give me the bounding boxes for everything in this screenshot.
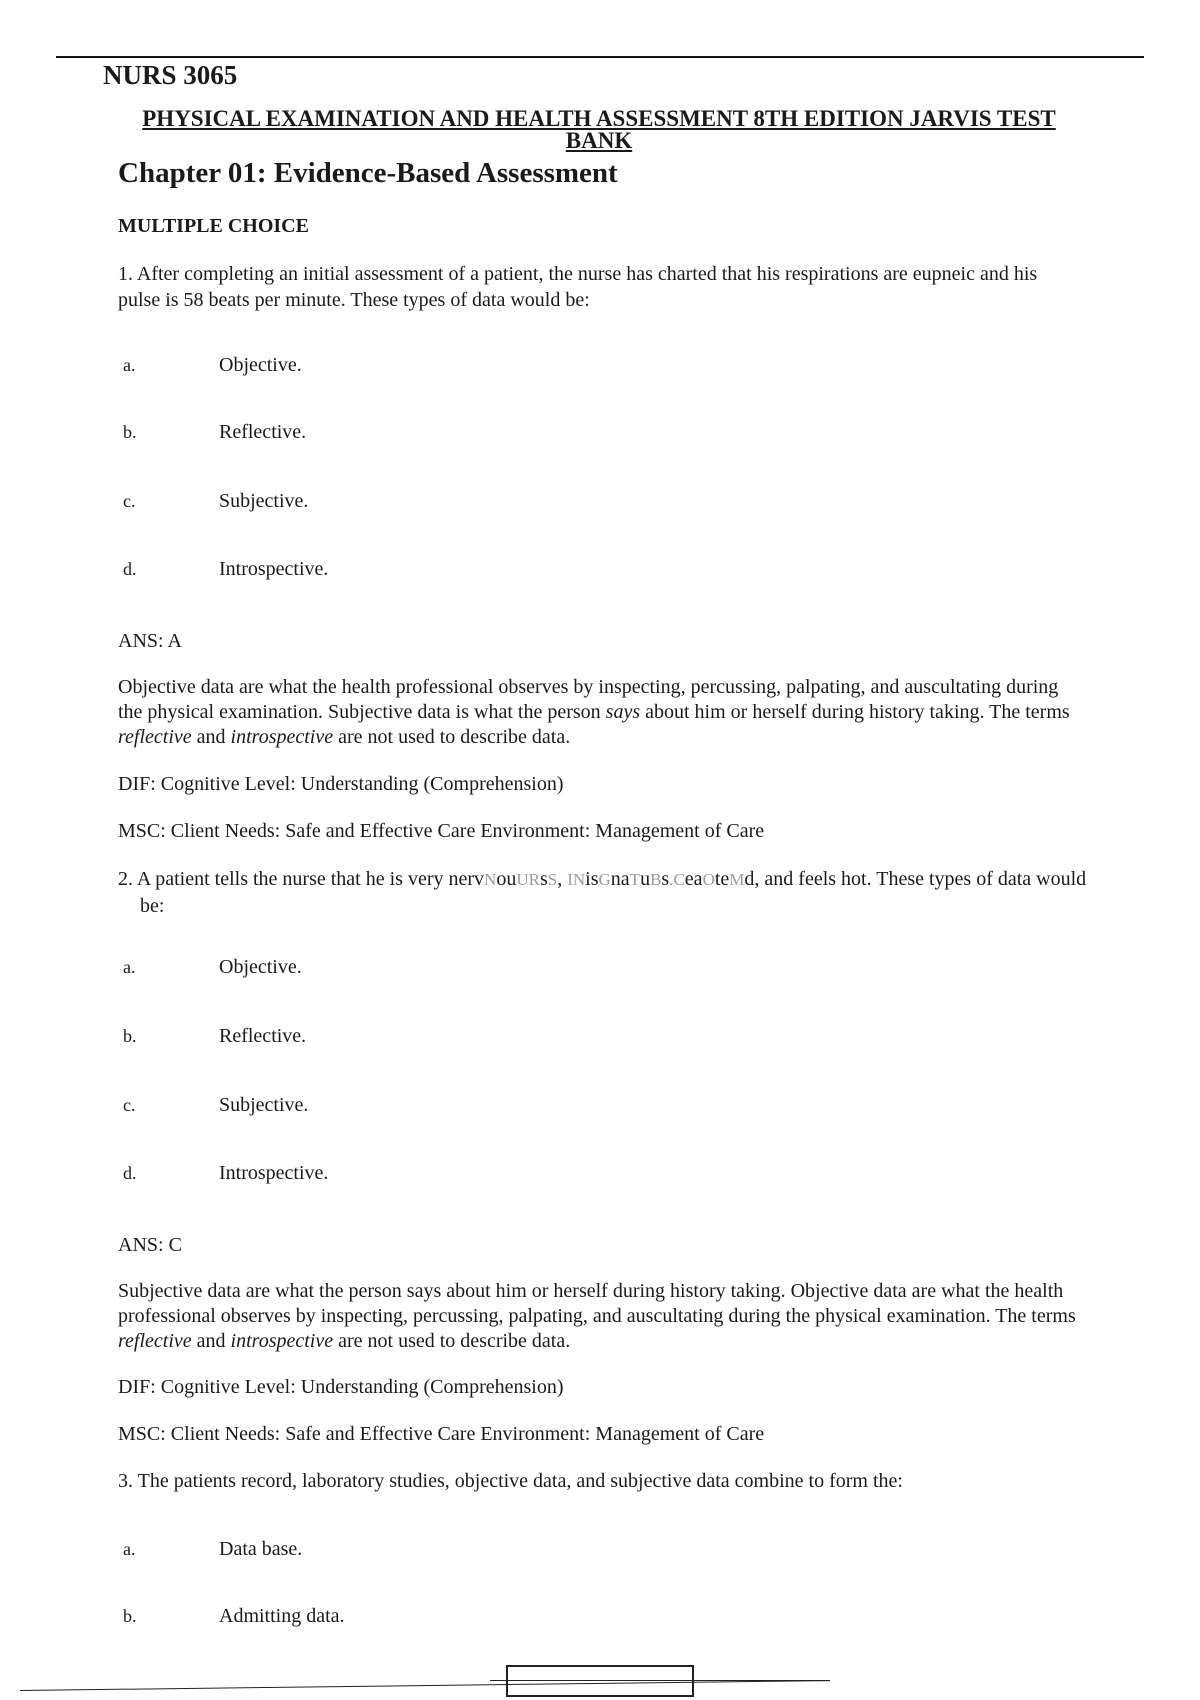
course-code: NURS 3065 xyxy=(103,60,238,90)
option-text: Admitting data. xyxy=(219,1605,345,1627)
question-1-stem: 1. After completing an initial assessment of a patient, the nurse has charted that his respirations are eupneic and his pulse is 58 beats per minute. These types of data would be: xyxy=(118,263,1038,311)
option-text: Reflective. xyxy=(219,1025,307,1047)
rationale-emphasis: says xyxy=(605,701,641,723)
rationale-term: reflective xyxy=(118,1330,192,1352)
question-1-answer: ANS: A xyxy=(118,630,182,652)
option-text: Subjective. xyxy=(219,1094,309,1116)
chapter-title: Chapter 01: Evidence-Based Assessment xyxy=(118,157,618,189)
stem-fragment: , xyxy=(557,868,568,890)
footer-rule xyxy=(20,1680,830,1691)
watermark-letters: S xyxy=(547,870,558,889)
watermark-letters: G xyxy=(598,870,611,889)
option-letter: b. xyxy=(123,422,137,442)
watermark-letters: UR xyxy=(516,870,540,889)
watermark-letters: N xyxy=(484,870,497,889)
stem-text: , and feels hot. These types of data would be: xyxy=(140,868,1087,917)
option-text: Objective. xyxy=(219,354,302,376)
question-2-client-needs: MSC: Client Needs: Safe and Effective Care Environment: Management of Care xyxy=(118,1423,765,1445)
stem-watermark-run xyxy=(484,868,754,890)
watermark-letters: O xyxy=(702,870,715,889)
rationale-text: and xyxy=(191,726,231,748)
option-text: Objective. xyxy=(219,956,302,978)
header-rule xyxy=(56,56,1144,58)
watermark-letters: M xyxy=(729,870,745,889)
watermark-letters: IN xyxy=(567,870,586,889)
option-letter: a. xyxy=(123,957,136,977)
rationale-term: introspective xyxy=(230,1330,334,1352)
question-2-difficulty: DIF: Cognitive Level: Understanding (Comprehension) xyxy=(118,1376,564,1398)
option-letter: c. xyxy=(123,1095,136,1115)
stem-fragment: te xyxy=(714,868,730,890)
option-letter: b. xyxy=(123,1026,137,1046)
section-heading: MULTIPLE CHOICE xyxy=(118,215,309,237)
option-letter: a. xyxy=(123,355,136,375)
rationale-text: Objective data are what the health professional observes by inspecting, percussing, palpating, and auscultating during the physical examination. Subjective data is what the person xyxy=(118,676,1059,723)
option-letter: a. xyxy=(123,1539,136,1559)
rationale-text: Subjective data are what the person says about him or herself during history taking. Objective data are what the health professional observes by inspecting, percussing, palpating, and auscultating during the physical examination. The terms xyxy=(118,1280,1076,1327)
stem-fragment: d xyxy=(744,868,755,890)
page-number-box xyxy=(506,1665,694,1697)
stem-fragment: s xyxy=(539,868,548,890)
option-text: Reflective. xyxy=(219,421,307,443)
option-letter: b. xyxy=(123,1606,137,1626)
stem-fragment: ou xyxy=(496,868,517,890)
stem-fragment: na xyxy=(610,868,630,890)
watermark-letters: B xyxy=(650,870,662,889)
option-text: Data base. xyxy=(219,1538,303,1560)
question-1-rationale xyxy=(118,675,1078,750)
option-text: Introspective. xyxy=(219,558,329,580)
stem-fragment: ea xyxy=(684,868,703,890)
option-text: Introspective. xyxy=(219,1162,329,1184)
question-2-stem xyxy=(118,866,1100,919)
option-letter: d. xyxy=(123,559,137,579)
option-letter: d. xyxy=(123,1163,137,1183)
rationale-term: introspective xyxy=(230,726,334,748)
stem-fragment: s xyxy=(661,868,670,890)
stem-text: 2. A patient tells the nurse that he is very nerv xyxy=(118,868,485,890)
watermark-letters: T xyxy=(629,870,641,889)
stem-fragment: u xyxy=(640,868,651,890)
rationale-text: are not used to describe data. xyxy=(333,726,571,748)
rationale-term: reflective xyxy=(118,726,192,748)
watermark-letters: .C xyxy=(669,870,685,889)
option-text: Subjective. xyxy=(219,490,309,512)
rationale-text: are not used to describe data. xyxy=(333,1330,571,1352)
rationale-text: about him or herself during history taking. The terms xyxy=(640,701,1070,723)
question-2-rationale xyxy=(118,1279,1078,1354)
question-3-stem: 3. The patients record, laboratory studies, objective data, and subjective data combine to form the: xyxy=(118,1470,903,1492)
question-1-client-needs: MSC: Client Needs: Safe and Effective Care Environment: Management of Care xyxy=(118,820,765,842)
question-2-answer: ANS: C xyxy=(118,1234,182,1256)
option-letter: c. xyxy=(123,491,136,511)
rationale-text: and xyxy=(191,1330,231,1352)
book-title: PHYSICAL EXAMINATION AND HEALTH ASSESSMENT 8TH EDITION JARVIS TEST BANK xyxy=(142,106,1056,153)
question-1-difficulty: DIF: Cognitive Level: Understanding (Comprehension) xyxy=(118,773,564,795)
stem-fragment: is xyxy=(585,868,599,890)
